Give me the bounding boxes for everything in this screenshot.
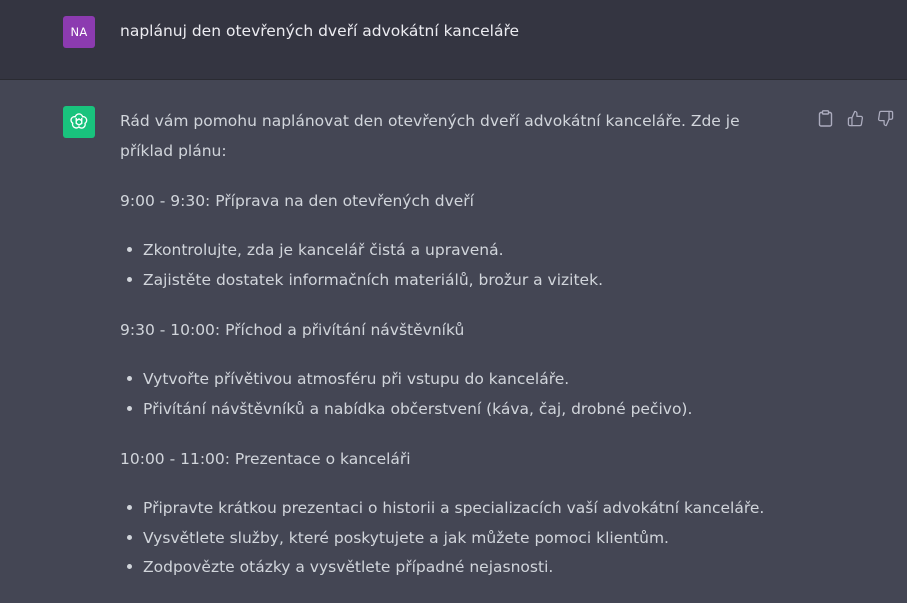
list-item: Zajistěte dostatek informačních materiálů, brožur a vizitek. xyxy=(120,266,780,296)
copy-icon[interactable] xyxy=(816,108,835,128)
answer-intro: Rád vám pomohu naplánovat den otevřených dveří advokátní kanceláře. Zde je příklad plánu: xyxy=(120,112,740,160)
schedule-heading: 9:00 - 9:30: Příprava na den otevřených dveří xyxy=(120,192,474,210)
schedule-list xyxy=(120,236,780,295)
list-item: Zkontrolujte, zda je kancelář čistá a upravená. xyxy=(120,236,780,266)
schedule-heading: 9:30 - 10:00: Příchod a přivítání návštěvníků xyxy=(120,321,465,339)
user-message-row xyxy=(0,0,907,80)
schedule-list xyxy=(120,365,780,424)
thumbs-down-icon[interactable] xyxy=(876,108,895,128)
list-item: Přivítání návštěvníků a nabídka občerstvení (káva, čaj, drobné pečivo). xyxy=(120,395,780,425)
user-message-text: naplánuj den otevřených dveří advokátní kanceláře xyxy=(120,22,520,40)
list-item: Připravte krátkou prezentaci o historii a specializacích vaší advokátní kanceláře. xyxy=(120,494,780,524)
user-avatar: NA xyxy=(63,16,95,48)
assistant-message-row xyxy=(0,80,907,575)
message-actions xyxy=(816,108,895,128)
schedule-heading: 10:00 - 11:00: Prezentace o kanceláři xyxy=(120,450,411,468)
list-item: Zodpovězte otázky a vysvětlete případné nejasnosti. xyxy=(120,553,780,583)
schedule-list xyxy=(120,494,780,583)
assistant-answer xyxy=(120,106,780,603)
openai-logo-icon xyxy=(63,106,95,138)
list-item: Vytvořte přívětivou atmosféru při vstupu do kanceláře. xyxy=(120,365,780,395)
thumbs-up-icon[interactable] xyxy=(846,108,865,128)
list-item: Vysvětlete služby, které poskytujete a jak můžete pomoci klientům. xyxy=(120,524,780,554)
